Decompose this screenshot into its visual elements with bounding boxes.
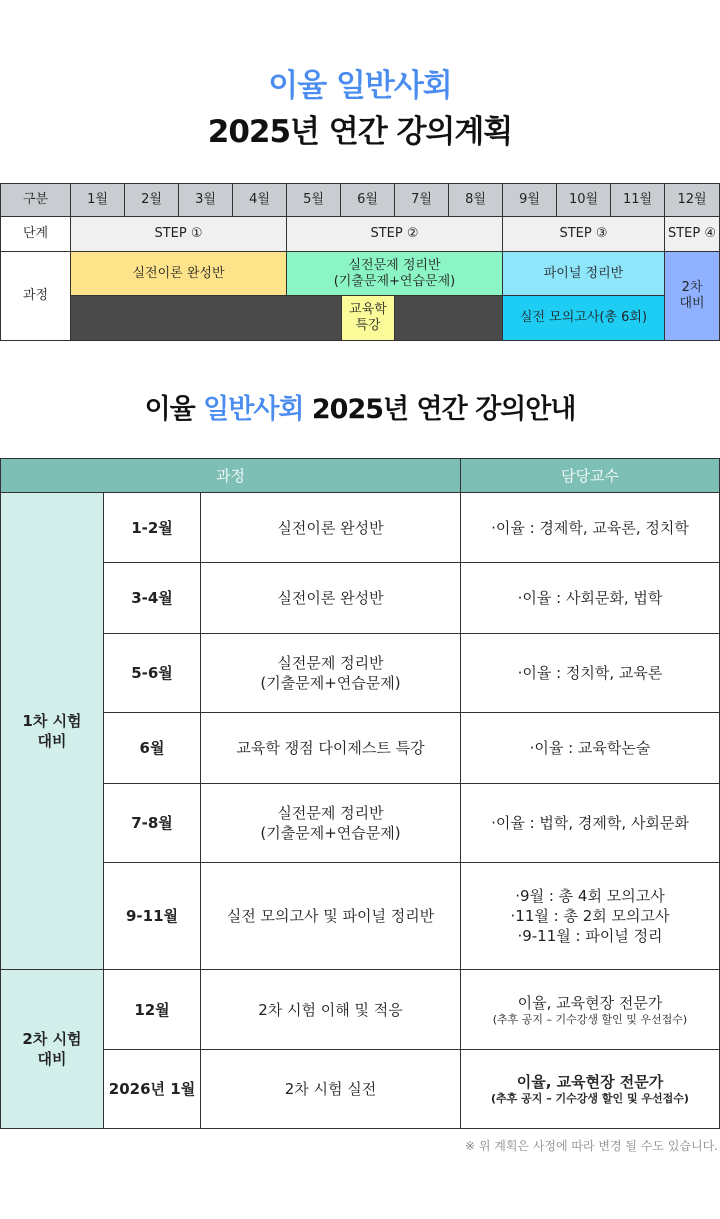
title-line1: 이율 일반사회 bbox=[268, 68, 452, 104]
table-row-course: 교육학 쟁점 다이제스트 특강 bbox=[200, 712, 461, 784]
table-row-course: 실전문제 정리반 (기출문제+연습문제) bbox=[200, 783, 461, 863]
month-header: 5월 bbox=[286, 183, 341, 217]
month-header: 7월 bbox=[394, 183, 449, 217]
empty-dark-block bbox=[70, 295, 342, 341]
month-header: 11월 bbox=[610, 183, 665, 217]
course-block-problems bbox=[286, 251, 503, 296]
course-block-theory: 실전이론 완성반 bbox=[70, 251, 287, 296]
month-header: 1월 bbox=[70, 183, 125, 217]
table-row-period: 2026년 1월 bbox=[103, 1049, 201, 1129]
course-block-second-exam: 2차 대비 bbox=[664, 251, 720, 341]
step-3: STEP ③ bbox=[502, 216, 665, 252]
col-header-professor: 담당교수 bbox=[460, 458, 720, 493]
table-row-period: 9-11월 bbox=[103, 862, 201, 970]
month-header: 8월 bbox=[448, 183, 503, 217]
table-row-period: 12월 bbox=[103, 969, 201, 1050]
professor-name: 이율, 교육현장 전문가 bbox=[516, 1073, 664, 1091]
month-header: 10월 bbox=[556, 183, 611, 217]
step-4: STEP ④ bbox=[664, 216, 720, 252]
grid-label-course: 과정 bbox=[0, 251, 71, 341]
guide-title-pre: 이율 bbox=[144, 394, 204, 425]
month-header: 6월 bbox=[340, 183, 395, 217]
table-row-professor: ·이율 : 정치학, 교육론 bbox=[460, 633, 720, 713]
month-header: 9월 bbox=[502, 183, 557, 217]
table-row-professor: ·이율 : 사회문화, 법학 bbox=[460, 562, 720, 634]
table-row-course: 실전이론 완성반 bbox=[200, 492, 461, 563]
table-row-course: 실전이론 완성반 bbox=[200, 562, 461, 634]
guide-title-post: 2025년 연간 강의안내 bbox=[303, 394, 576, 425]
table-row-period: 5-6월 bbox=[103, 633, 201, 713]
table-row-professor: ·이율 : 교육학논술 bbox=[460, 712, 720, 784]
table-row-period: 3-4월 bbox=[103, 562, 201, 634]
step-1: STEP ① bbox=[70, 216, 287, 252]
col-header-course: 과정 bbox=[0, 458, 461, 493]
month-header: 12월 bbox=[664, 183, 720, 217]
guide-title bbox=[0, 390, 720, 430]
course-block-problems-line1: 실전문제 정리반 bbox=[348, 257, 441, 273]
table-row-professor bbox=[460, 969, 720, 1050]
group-second-exam: 2차 시험 대비 bbox=[0, 969, 104, 1129]
annual-schedule-grid bbox=[0, 183, 720, 341]
group-first-exam: 1차 시험 대비 bbox=[0, 492, 104, 970]
grid-label-category: 구분 bbox=[0, 183, 71, 217]
table-row-professor: ·이율 : 법학, 경제학, 사회문화 bbox=[460, 783, 720, 863]
table-row-professor: ·9월 : 총 4회 모의고사 ·11월 : 총 2회 모의고사 ·9-11월 : 파이널 정리 bbox=[460, 862, 720, 970]
table-row-period: 7-8월 bbox=[103, 783, 201, 863]
table-row-course: 실전 모의고사 및 파이널 정리반 bbox=[200, 862, 461, 970]
month-header: 2월 bbox=[124, 183, 179, 217]
professor-name: 이율, 교육현장 전문가 bbox=[517, 993, 663, 1012]
table-row-professor bbox=[460, 1049, 720, 1129]
table-row-professor: ·이율 : 경제학, 교육론, 정치학 bbox=[460, 492, 720, 563]
course-block-final: 파이널 정리반 bbox=[502, 251, 665, 296]
table-row-course: 실전문제 정리반 (기출문제+연습문제) bbox=[200, 633, 461, 713]
table-row-period: 1-2월 bbox=[103, 492, 201, 563]
grid-label-stage: 단계 bbox=[0, 216, 71, 252]
course-block-mock-exam: 실전 모의고사(총 6회) bbox=[502, 295, 665, 341]
title-line2: 2025년 연간 강의계획 bbox=[207, 114, 513, 150]
course-block-problems-line2: (기출문제+연습문제) bbox=[333, 273, 456, 289]
table-row-period: 6월 bbox=[103, 712, 201, 784]
table-row-course: 2차 시험 실전 bbox=[200, 1049, 461, 1129]
footnote: ※ 위 계획은 사정에 따라 변경 될 수도 있습니다. bbox=[464, 1139, 718, 1153]
course-block-special: 교육학 특강 bbox=[341, 295, 395, 341]
professor-note: (추후 공지 – 기수강생 할인 및 우선접수) bbox=[491, 1092, 689, 1105]
month-header: 3월 bbox=[178, 183, 233, 217]
table-row-course: 2차 시험 이해 및 적응 bbox=[200, 969, 461, 1050]
guide-title-highlight: 일반사회 bbox=[203, 394, 304, 425]
page-title bbox=[0, 66, 720, 152]
month-header: 4월 bbox=[232, 183, 287, 217]
empty-dark-block bbox=[394, 295, 503, 341]
step-2: STEP ② bbox=[286, 216, 503, 252]
professor-note: (추후 공지 – 기수강생 할인 및 우선접수) bbox=[492, 1012, 688, 1026]
